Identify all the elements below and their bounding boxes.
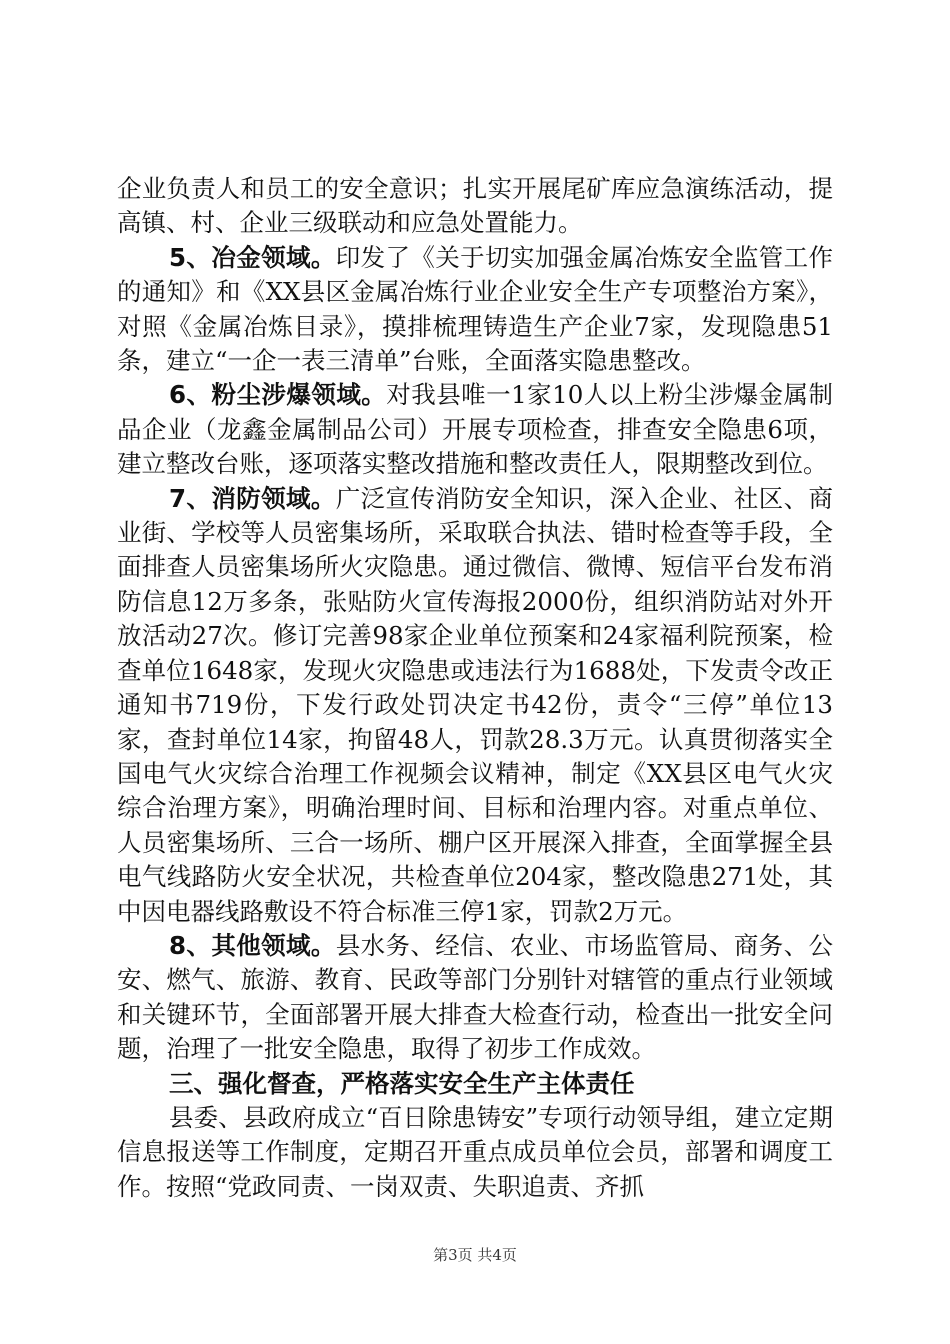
paragraph-leadership-group xyxy=(117,1101,833,1204)
section-heading: 7、消防领域。 xyxy=(169,483,336,513)
paragraph-text: 印发了《关于切实加强金属冶炼安全监管工作的通知》和《XX县区金属冶炼行业企业安全生产专项整治方案》，对照《金属冶炼目录》，摸排梳理铸造生产企业7家，发现隐患51条，建立“一企一表三清单”台账，全面落实隐患整改。 xyxy=(117,242,834,376)
paragraph-metallurgy xyxy=(117,241,833,379)
paragraph-text: 对我县唯一1家10人以上粉尘涉爆金属制品企业（龙鑫金属制品公司）开展专项检查，排查安全隐患6项，建立整改台账，逐项落实整改措施和整改责任人，限期整改到位。 xyxy=(117,380,833,479)
paragraph-other-fields xyxy=(117,929,833,1067)
paragraph-fire-protection xyxy=(117,482,833,929)
section-heading: 5、冶金领域。 xyxy=(169,242,336,272)
section-heading: 8、其他领域。 xyxy=(169,930,336,960)
paragraph-text: 广泛宣传消防安全知识，深入企业、社区、商业街、学校等人员密集场所，采取联合执法、错时检查等手段，全面排查人员密集场所火灾隐患。通过微信、微博、短信平台发布消防信息12万多条，张贴防火宣传海报2000份，组织消防站对外开放活动27次。修订完善98家企业单位预案和24家福利院预案，检查单位1648家，发现火灾隐患或违法行为1688处，下发责令改正通知书719份，下发行政处罚决定书42份，责令“三停”单位13家，查封单位14家，拘留48人，罚款28.3万元。认真贯彻落实全国电气火灾综合治理工作视频会议精神，制定《XX县区电气火灾综合治理方案》，明确治理时间、目标和治理内容。对重点单位、人员密集场所、三合一场所、棚户区开展深入排查，全面掌握全县电气线路防火安全状况，共检查单位204家，整改隐患271处，其中因电器线路敷设不符合标准三停1家，罚款2万元。 xyxy=(117,483,834,926)
page-footer: 第3页 共4页 xyxy=(433,1246,517,1264)
paragraph-continuation xyxy=(117,172,833,241)
chapter-heading-supervision xyxy=(117,1067,833,1101)
section-heading: 6、粉尘涉爆领域。 xyxy=(169,380,387,410)
paragraph-text: 企业负责人和员工的安全意识；扎实开展尾矿库应急演练活动，提高镇、村、企业三级联动和应急处置能力。 xyxy=(117,174,833,238)
section-heading: 三、强化督查，严格落实安全生产主体责任 xyxy=(169,1068,635,1098)
paragraph-dust-explosion xyxy=(117,378,833,481)
document-body xyxy=(117,172,833,1204)
paragraph-text: 县水务、经信、农业、市场监管局、商务、公安、燃气、旅游、教育、民政等部门分别针对辖管的重点行业领域和关键环节，全面部署开展大排查大检查行动，检查出一批安全问题，治理了一批安全隐患，取得了初步工作成效。 xyxy=(117,930,834,1064)
paragraph-text: 县委、县政府成立“百日除患铸安”专项行动领导组，建立定期信息报送等工作制度，定期召开重点成员单位会员，部署和调度工作。按照“党政同责、一岗双责、失职追责、齐抓 xyxy=(117,1102,833,1201)
